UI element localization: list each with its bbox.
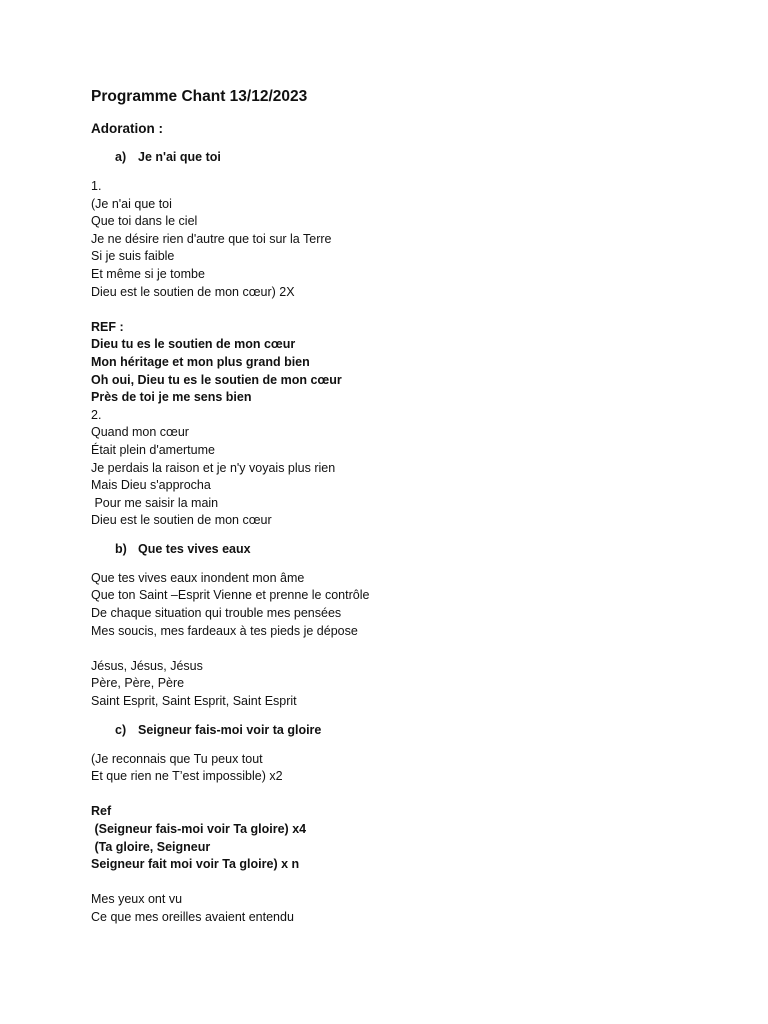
lyric-line: Et que rien ne T’est impossible) x2 (91, 769, 283, 784)
refrain-line: Oh oui, Dieu tu es le soutien de mon cœur (91, 372, 342, 387)
song-heading (115, 540, 731, 558)
lyric-line: 2. (91, 407, 102, 422)
song-title: Que tes vives eaux (138, 541, 251, 556)
lyric-line: Quand mon cœur (91, 425, 189, 440)
lyric-line: Jésus, Jésus, Jésus (91, 658, 203, 673)
blank-line (91, 874, 731, 892)
refrain-line: Ref (91, 804, 112, 819)
lyric-line: Que toi dans le ciel (91, 214, 198, 229)
lyric-line: Que tes vives eaux inondent mon âme (91, 570, 305, 585)
refrain-line: Dieu tu es le soutien de mon cœur (91, 337, 296, 352)
refrain-line: Seigneur fait moi voir Ta gloire) x n (91, 857, 300, 872)
song-number: a) (115, 150, 127, 164)
refrain-line: (Ta gloire, Seigneur (91, 839, 211, 854)
refrain-line: Mon héritage et mon plus grand bien (91, 354, 310, 369)
lyric-line: Pour me saisir la main (91, 495, 219, 510)
lyric-line: Ce que mes oreilles avaient entendu (91, 909, 294, 924)
song-lyrics (91, 751, 731, 927)
song-number: b) (115, 541, 127, 556)
lyric-line: Saint Esprit, Saint Esprit, Saint Esprit (91, 694, 297, 709)
song-title: Je n'ai que toi (138, 150, 221, 164)
lyric-line: De chaque situation qui trouble mes pensées (91, 606, 342, 621)
blank-line (91, 301, 731, 319)
section-heading: Adoration : (91, 121, 163, 136)
song-number: c) (115, 722, 127, 737)
lyric-line: Était plein d'amertume (91, 442, 215, 457)
lyric-line: Mes soucis, mes fardeaux à tes pieds je dépose (91, 623, 358, 638)
song-heading (115, 721, 731, 739)
lyric-line: Père, Père, Père (91, 676, 185, 691)
lyric-line: Je perdais la raison et je n'y voyais plus rien (91, 460, 336, 475)
blank-line (91, 786, 731, 804)
song-heading (115, 148, 731, 166)
song-lyrics (91, 178, 731, 530)
song-lyrics (91, 570, 731, 711)
song-title: Seigneur fais-moi voir ta gloire (138, 722, 322, 737)
lyric-line: (Je n'ai que toi (91, 196, 172, 211)
lyric-line: Mes yeux ont vu (91, 892, 183, 907)
lyric-line: Je ne désire rien d'autre que toi sur la Terre (91, 231, 332, 246)
lyric-line: Que ton Saint –Esprit Vienne et prenne le contrôle (91, 588, 370, 603)
lyric-line: 1. (91, 179, 102, 193)
blank-line (91, 640, 731, 658)
song-list (91, 148, 731, 927)
refrain-line: (Seigneur fais-moi voir Ta gloire) x4 (91, 822, 307, 836)
lyric-line: Dieu est le soutien de mon cœur) 2X (91, 284, 295, 299)
document-page (91, 86, 731, 927)
refrain-line: Près de toi je me sens bien (91, 390, 252, 405)
document-title: Programme Chant 13/12/2023 (91, 88, 308, 105)
refrain-line: REF : (91, 319, 124, 334)
lyric-line: Mais Dieu s'approcha (91, 478, 211, 493)
lyric-line: Dieu est le soutien de mon cœur (91, 513, 272, 528)
lyric-line: Et même si je tombe (91, 266, 205, 281)
lyric-line: (Je reconnais que Tu peux tout (91, 751, 263, 766)
lyric-line: Si je suis faible (91, 249, 175, 264)
